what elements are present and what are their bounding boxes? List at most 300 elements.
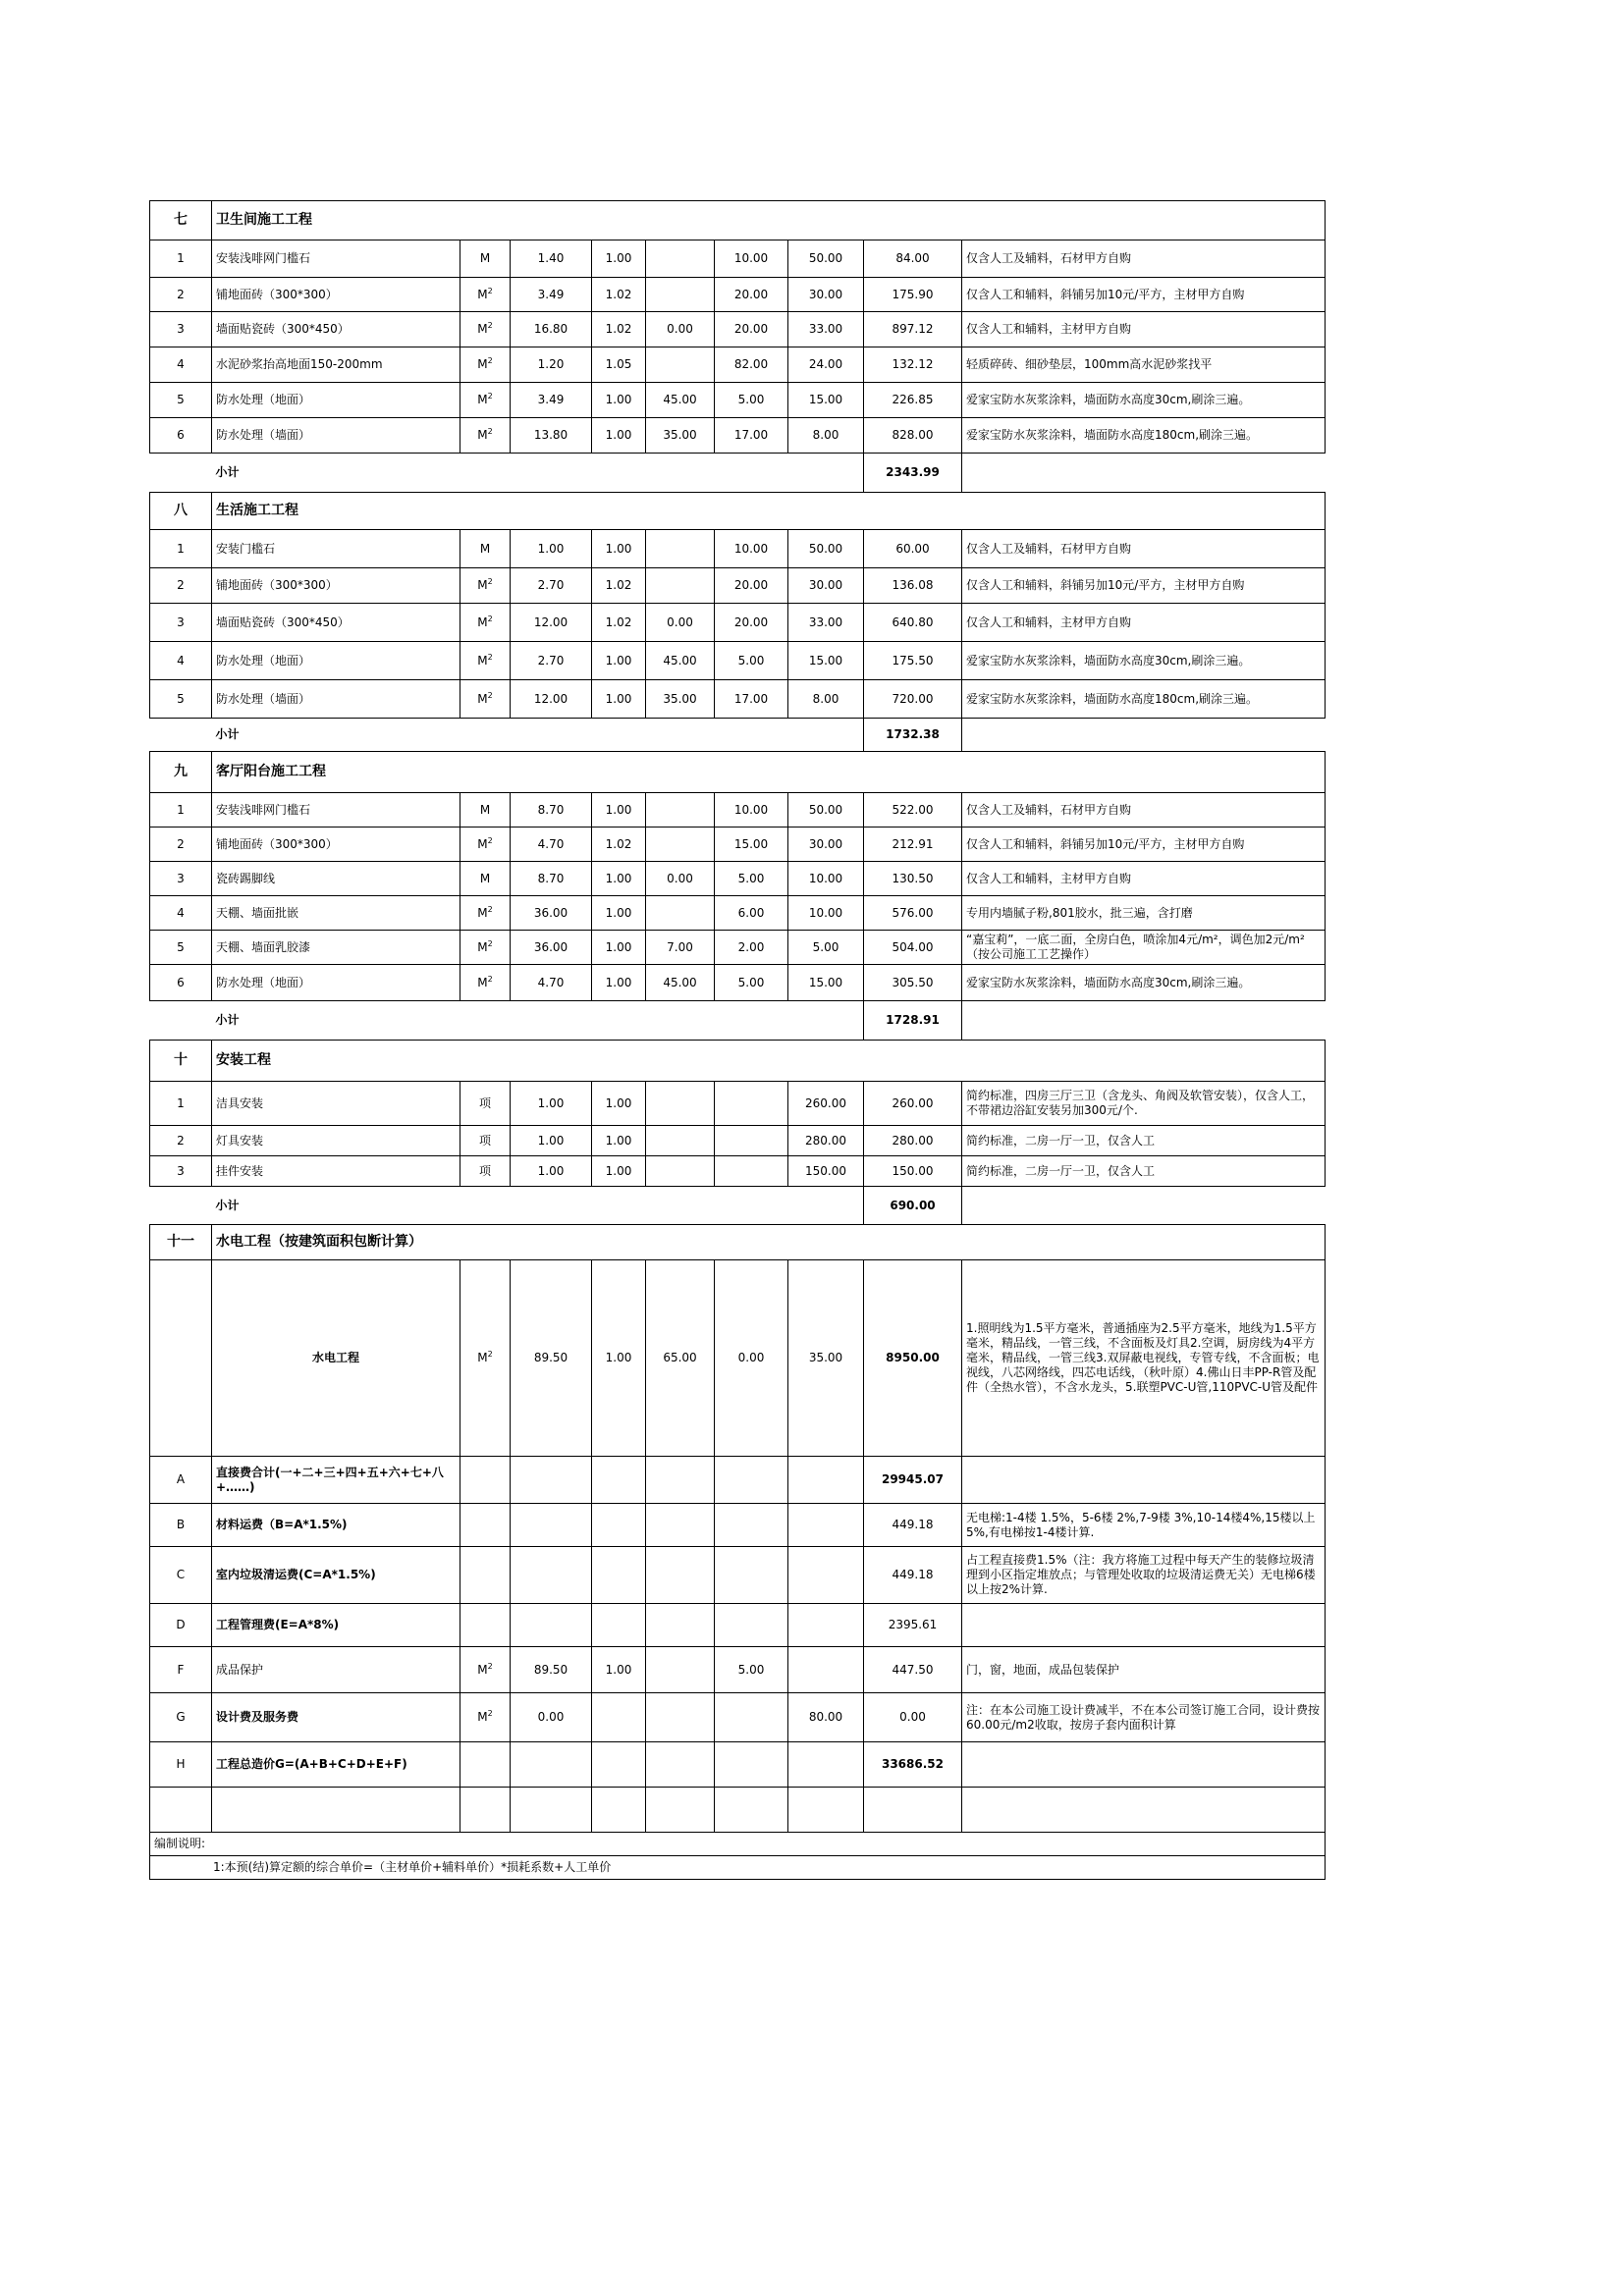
unit-cell (460, 568, 511, 604)
aux-price-cell: 10.00 (715, 240, 788, 278)
unit-cell (460, 1604, 511, 1647)
coefficient-cell: 1.00 (592, 862, 646, 896)
subtotal-spacer (150, 454, 212, 493)
unit-cell (460, 240, 511, 278)
item-name: 材料运费（B=A*1.5%) (212, 1504, 460, 1547)
total-cell: 33686.52 (864, 1742, 962, 1788)
subtotal-label: 小计 (212, 1001, 788, 1041)
quantity-cell: 1.40 (511, 240, 592, 278)
coefficient-cell: 1.00 (592, 1082, 646, 1126)
item-name: 室内垃圾清运费(C=A*1.5%) (212, 1547, 460, 1604)
material-price-cell: 45.00 (646, 383, 715, 418)
material-price-cell: 45.00 (646, 642, 715, 680)
labor-price-cell: 50.00 (788, 240, 864, 278)
aux-price-cell (715, 1693, 788, 1742)
table-row (150, 1082, 1326, 1126)
coefficient-cell (592, 1504, 646, 1547)
aux-price-cell (715, 1604, 788, 1647)
row-number: 4 (150, 896, 212, 931)
section-header-row (150, 201, 1326, 240)
material-price-cell (646, 1742, 715, 1788)
labor-price-cell (788, 1604, 864, 1647)
row-number (150, 1260, 212, 1457)
unit-cell (460, 1457, 511, 1504)
unit-text: M (477, 322, 488, 336)
total-cell: 130.50 (864, 862, 962, 896)
row-number: 1 (150, 530, 212, 568)
aux-price-cell: 20.00 (715, 568, 788, 604)
quantity-cell (511, 1742, 592, 1788)
table-row (150, 347, 1326, 383)
coefficient-cell: 1.00 (592, 240, 646, 278)
note-cell: 仅含人工和辅料，主材甲方自购 (962, 604, 1326, 642)
note-cell: 门，窗，地面，成品包装保护 (962, 1647, 1326, 1693)
unit-text: M (477, 691, 488, 706)
labor-price-cell: 10.00 (788, 896, 864, 931)
coefficient-cell: 1.00 (592, 931, 646, 965)
note-cell (962, 1457, 1326, 1504)
item-name: 铺地面砖（300*300） (212, 278, 460, 312)
section-title: 水电工程（按建筑面积包断计算） (212, 1225, 1326, 1260)
subtotal-note-blank (962, 454, 1326, 493)
note-cell: 简约标准，二房一厅一卫，仅含人工 (962, 1126, 1326, 1156)
total-cell: 2395.61 (864, 1604, 962, 1647)
subtotal-note-blank (962, 1187, 1326, 1225)
unit-text: M (477, 287, 488, 301)
labor-price-cell: 33.00 (788, 312, 864, 347)
table-row (150, 896, 1326, 931)
unit-cell (460, 347, 511, 383)
row-number: 5 (150, 680, 212, 719)
coefficient-cell: 1.00 (592, 642, 646, 680)
section-title: 安装工程 (212, 1041, 1326, 1082)
unit-cell (460, 931, 511, 965)
blank-cell (592, 1788, 646, 1833)
aux-price-cell (715, 1082, 788, 1126)
unit-cell (460, 642, 511, 680)
blank-cell (788, 1788, 864, 1833)
note-cell: 仅含人工和辅料，主材甲方自购 (962, 862, 1326, 896)
aux-price-cell: 17.00 (715, 418, 788, 454)
unit-cell (460, 1260, 511, 1457)
row-number: 2 (150, 278, 212, 312)
labor-price-cell: 24.00 (788, 347, 864, 383)
note-cell (962, 1742, 1326, 1788)
row-number: 3 (150, 862, 212, 896)
item-name: 洁具安装 (212, 1082, 460, 1126)
aux-price-cell: 6.00 (715, 896, 788, 931)
total-cell: 29945.07 (864, 1457, 962, 1504)
material-price-cell: 7.00 (646, 931, 715, 965)
subtotal-row (150, 454, 1326, 493)
item-name: 防水处理（地面） (212, 642, 460, 680)
unit-cell (460, 1126, 511, 1156)
subtotal-note-blank (962, 719, 1326, 752)
material-price-cell: 0.00 (646, 604, 715, 642)
subtotal-spacer (150, 719, 212, 752)
material-price-cell (646, 1126, 715, 1156)
unit-cell (460, 862, 511, 896)
subtotal-spacer (150, 1001, 212, 1041)
quantity-cell (511, 1457, 592, 1504)
quantity-cell: 3.49 (511, 383, 592, 418)
unit-cell (460, 1082, 511, 1126)
labor-price-cell (788, 1647, 864, 1693)
unit-cell (460, 1693, 511, 1742)
note-cell: 轻质碎砖、细砂垫层，100mm高水泥砂浆找平 (962, 347, 1326, 383)
item-name: 安装浅啡网门槛石 (212, 793, 460, 828)
quantity-cell (511, 1547, 592, 1604)
subtotal-value: 2343.99 (864, 454, 962, 493)
unit-text: M (479, 871, 491, 885)
note-cell: 占工程直接费1.5%（注：我方将施工过程中每天产生的装修垃圾清理到小区指定堆放点；与管理处收取的垃圾清运费无关）无电梯6楼以上按2%计算. (962, 1547, 1326, 1604)
blank-cell (511, 1788, 592, 1833)
table-row (150, 568, 1326, 604)
coefficient-cell: 1.00 (592, 965, 646, 1001)
table-row (150, 312, 1326, 347)
row-number: 4 (150, 642, 212, 680)
unit-text: M (477, 1710, 488, 1724)
unit-cell (460, 278, 511, 312)
unit-cell (460, 965, 511, 1001)
labor-price-cell: 15.00 (788, 642, 864, 680)
aux-price-cell (715, 1156, 788, 1187)
material-price-cell: 35.00 (646, 680, 715, 719)
coefficient-cell (592, 1604, 646, 1647)
subtotal-blank (788, 1001, 864, 1041)
unit-superscript: 2 (487, 392, 493, 400)
note-cell: 仅含人工和辅料，斜铺另加10元/平方，主材甲方自购 (962, 278, 1326, 312)
coefficient-cell: 1.00 (592, 418, 646, 454)
note-cell: 仅含人工和辅料，斜铺另加10元/平方，主材甲方自购 (962, 568, 1326, 604)
material-price-cell: 65.00 (646, 1260, 715, 1457)
unit-cell (460, 312, 511, 347)
labor-price-cell: 280.00 (788, 1126, 864, 1156)
subtotal-label: 小计 (212, 1187, 788, 1225)
quantity-cell: 1.00 (511, 1126, 592, 1156)
note-cell: 仅含人工及辅料，石材甲方自购 (962, 530, 1326, 568)
aux-price-cell: 15.00 (715, 828, 788, 862)
row-number: 2 (150, 568, 212, 604)
aux-price-cell: 20.00 (715, 604, 788, 642)
unit-cell (460, 418, 511, 454)
table-row (150, 965, 1326, 1001)
coefficient-cell: 1.02 (592, 568, 646, 604)
coefficient-cell: 1.00 (592, 680, 646, 719)
material-price-cell (646, 1457, 715, 1504)
row-number: 5 (150, 383, 212, 418)
quantity-cell: 1.00 (511, 1156, 592, 1187)
total-cell: 576.00 (864, 896, 962, 931)
labor-price-cell (788, 1742, 864, 1788)
table-row (150, 418, 1326, 454)
unit-superscript: 2 (487, 690, 493, 700)
total-cell: 720.00 (864, 680, 962, 719)
quantity-cell: 12.00 (511, 604, 592, 642)
labor-price-cell: 8.00 (788, 418, 864, 454)
quantity-cell: 8.70 (511, 793, 592, 828)
material-price-cell (646, 828, 715, 862)
labor-price-cell (788, 1457, 864, 1504)
item-name: 防水处理（墙面） (212, 680, 460, 719)
blank-row (150, 1788, 1326, 1833)
note-cell: 简约标准，二房一厅一卫，仅含人工 (962, 1156, 1326, 1187)
item-name: 成品保护 (212, 1647, 460, 1693)
blank-cell (460, 1788, 511, 1833)
table-row (150, 604, 1326, 642)
item-name: 防水处理（墙面） (212, 418, 460, 454)
unit-superscript: 2 (487, 1661, 493, 1671)
coefficient-cell (592, 1457, 646, 1504)
subtotal-label: 小计 (212, 454, 788, 493)
quantity-cell: 2.70 (511, 568, 592, 604)
unit-text: M (479, 541, 491, 556)
aux-price-cell: 0.00 (715, 1260, 788, 1457)
unit-superscript: 2 (487, 614, 493, 623)
quantity-cell: 1.20 (511, 347, 592, 383)
unit-cell (460, 896, 511, 931)
aux-price-cell: 5.00 (715, 965, 788, 1001)
summary-row (150, 1504, 1326, 1547)
subtotal-value: 1728.91 (864, 1001, 962, 1041)
item-name: 铺地面砖（300*300） (212, 568, 460, 604)
coefficient-cell: 1.00 (592, 1647, 646, 1693)
note-cell: 1.照明线为1.5平方毫米，普通插座为2.5平方毫米，地线为1.5平方毫米，精品线，一管三线，不含面板及灯具2.空调，厨房线为4平方毫米，精品线，一管三线3.双屏蔽电视线，专管专线，不含面板；电视线，八芯网络线，四芯电话线，（秋叶原）4.佛山日丰PP-R管及配件（全热水管），不含水龙头，5.联塑PVC-U管,110PVC-U管及配件 (962, 1260, 1326, 1457)
total-cell: 449.18 (864, 1547, 962, 1604)
quantity-cell: 13.80 (511, 418, 592, 454)
subtotal-blank (788, 454, 864, 493)
labor-price-cell: 80.00 (788, 1693, 864, 1742)
unit-superscript: 2 (487, 356, 493, 365)
note-cell: 爱家宝防水灰浆涂料，墙面防水高度30cm,刷涂三遍。 (962, 383, 1326, 418)
aux-price-cell: 20.00 (715, 278, 788, 312)
row-number: 3 (150, 1156, 212, 1187)
row-number: H (150, 1742, 212, 1788)
blank-cell (715, 1788, 788, 1833)
unit-superscript: 2 (487, 835, 493, 845)
total-cell: 136.08 (864, 568, 962, 604)
item-name: 墙面贴瓷砖（300*450） (212, 312, 460, 347)
labor-price-cell: 5.00 (788, 931, 864, 965)
total-cell: 132.12 (864, 347, 962, 383)
unit-superscript: 2 (487, 652, 493, 662)
quantity-cell: 16.80 (511, 312, 592, 347)
subtotal-blank (788, 1187, 864, 1225)
total-cell: 504.00 (864, 931, 962, 965)
labor-price-cell: 10.00 (788, 862, 864, 896)
labor-price-cell: 30.00 (788, 278, 864, 312)
note-cell: 仅含人工及辅料，石材甲方自购 (962, 793, 1326, 828)
unit-cell (460, 1547, 511, 1604)
summary-row (150, 1604, 1326, 1647)
table-row (150, 1260, 1326, 1457)
row-number: B (150, 1504, 212, 1547)
unit-text: M (477, 578, 488, 592)
labor-price-cell: 15.00 (788, 383, 864, 418)
budget-table (149, 200, 1326, 1880)
aux-price-cell: 5.00 (715, 1647, 788, 1693)
unit-cell (460, 680, 511, 719)
unit-superscript: 2 (487, 1709, 493, 1718)
quantity-cell: 89.50 (511, 1647, 592, 1693)
table-row (150, 862, 1326, 896)
material-price-cell (646, 278, 715, 312)
item-name: 直接费合计(一+二+三+四+五+六+七+八+……) (212, 1457, 460, 1504)
labor-price-cell: 33.00 (788, 604, 864, 642)
summary-row (150, 1693, 1326, 1742)
quantity-cell: 1.00 (511, 530, 592, 568)
quantity-cell: 8.70 (511, 862, 592, 896)
row-number: F (150, 1647, 212, 1693)
section-number: 七 (150, 201, 212, 240)
aux-price-cell: 82.00 (715, 347, 788, 383)
summary-row (150, 1457, 1326, 1504)
row-number: G (150, 1693, 212, 1742)
material-price-cell (646, 347, 715, 383)
section-title: 生活施工工程 (212, 493, 1326, 530)
item-name: 灯具安装 (212, 1126, 460, 1156)
row-number: 6 (150, 965, 212, 1001)
total-cell: 226.85 (864, 383, 962, 418)
total-cell: 522.00 (864, 793, 962, 828)
unit-text: M (477, 1662, 488, 1677)
aux-price-cell: 5.00 (715, 642, 788, 680)
coefficient-cell: 1.00 (592, 896, 646, 931)
row-number: 2 (150, 828, 212, 862)
unit-cell (460, 1156, 511, 1187)
table-row (150, 931, 1326, 965)
unit-cell (460, 1647, 511, 1693)
row-number: 2 (150, 1126, 212, 1156)
coefficient-cell: 1.00 (592, 530, 646, 568)
table-row (150, 530, 1326, 568)
subtotal-row (150, 1187, 1326, 1225)
note-cell (962, 1604, 1326, 1647)
blank-cell (962, 1788, 1326, 1833)
aux-price-cell: 20.00 (715, 312, 788, 347)
note-cell: 爱家宝防水灰浆涂料，墙面防水高度30cm,刷涂三遍。 (962, 642, 1326, 680)
aux-price-cell (715, 1126, 788, 1156)
item-name: 天棚、墙面批嵌 (212, 896, 460, 931)
unit-text: 项 (478, 1163, 491, 1178)
total-cell: 828.00 (864, 418, 962, 454)
unit-superscript: 2 (487, 974, 493, 984)
total-cell: 150.00 (864, 1156, 962, 1187)
total-cell: 175.90 (864, 278, 962, 312)
subtotal-label: 小计 (212, 719, 788, 752)
summary-row (150, 1547, 1326, 1604)
blank-cell (150, 1788, 212, 1833)
section-header-row (150, 752, 1326, 793)
quantity-cell: 36.00 (511, 896, 592, 931)
coefficient-cell: 1.00 (592, 793, 646, 828)
material-price-cell (646, 568, 715, 604)
aux-price-cell: 5.00 (715, 862, 788, 896)
total-cell: 84.00 (864, 240, 962, 278)
labor-price-cell: 30.00 (788, 828, 864, 862)
labor-price-cell: 35.00 (788, 1260, 864, 1457)
unit-text: M (477, 614, 488, 629)
row-number: 6 (150, 418, 212, 454)
subtotal-value: 1732.38 (864, 719, 962, 752)
material-price-cell (646, 240, 715, 278)
section-title: 客厅阳台施工工程 (212, 752, 1326, 793)
section-number: 九 (150, 752, 212, 793)
material-price-cell: 45.00 (646, 965, 715, 1001)
labor-price-cell (788, 1547, 864, 1604)
aux-price-cell: 17.00 (715, 680, 788, 719)
note-cell: 爱家宝防水灰浆涂料，墙面防水高度180cm,刷涂三遍。 (962, 680, 1326, 719)
quantity-cell: 3.49 (511, 278, 592, 312)
coefficient-cell: 1.00 (592, 383, 646, 418)
quantity-cell (511, 1504, 592, 1547)
unit-text: M (477, 975, 488, 989)
aux-price-cell (715, 1742, 788, 1788)
table-row (150, 793, 1326, 828)
unit-superscript: 2 (487, 321, 493, 330)
note-cell: “嘉宝莉”，一底二面，全房白色，喷涂加4元/m²，调色加2元/m²（按公司施工工艺操作） (962, 931, 1326, 965)
unit-cell (460, 1742, 511, 1788)
section-header-row (150, 1225, 1326, 1260)
labor-price-cell: 260.00 (788, 1082, 864, 1126)
item-name: 水电工程 (212, 1260, 460, 1457)
table-body (150, 201, 1326, 1880)
note-cell: 爱家宝防水灰浆涂料，墙面防水高度30cm,刷涂三遍。 (962, 965, 1326, 1001)
item-name: 水泥砂浆抬高地面150-200mm (212, 347, 460, 383)
row-number: 1 (150, 793, 212, 828)
unit-cell (460, 383, 511, 418)
footer-title-row (150, 1833, 1326, 1856)
blank-cell (212, 1788, 460, 1833)
blank-cell (864, 1788, 962, 1833)
row-number: D (150, 1604, 212, 1647)
coefficient-cell: 1.05 (592, 347, 646, 383)
note-cell: 爱家宝防水灰浆涂料，墙面防水高度180cm,刷涂三遍。 (962, 418, 1326, 454)
aux-price-cell: 5.00 (715, 383, 788, 418)
table-row (150, 1156, 1326, 1187)
note-cell: 仅含人工及辅料，石材甲方自购 (962, 240, 1326, 278)
coefficient-cell: 1.02 (592, 604, 646, 642)
subtotal-blank (788, 719, 864, 752)
labor-price-cell: 50.00 (788, 530, 864, 568)
subtotal-row (150, 719, 1326, 752)
note-cell: 简约标准，四房三厅三卫（含龙头、角阀及软管安装），仅含人工，不带裙边浴缸安装另加300元/个. (962, 1082, 1326, 1126)
unit-text: M (477, 428, 488, 442)
coefficient-cell: 1.00 (592, 1156, 646, 1187)
row-number: 1 (150, 1082, 212, 1126)
material-price-cell: 0.00 (646, 862, 715, 896)
footer-line: 1:本预(结)算定额的综合单价=（主材单价+辅料单价）*损耗系数+人工单价 (150, 1856, 1326, 1880)
unit-cell (460, 828, 511, 862)
section-number: 十一 (150, 1225, 212, 1260)
material-price-cell (646, 1693, 715, 1742)
coefficient-cell: 1.00 (592, 1260, 646, 1457)
unit-text: M (477, 905, 488, 920)
coefficient-cell (592, 1693, 646, 1742)
quantity-cell: 12.00 (511, 680, 592, 719)
quantity-cell: 2.70 (511, 642, 592, 680)
labor-price-cell: 150.00 (788, 1156, 864, 1187)
footer-line-row (150, 1856, 1326, 1880)
unit-superscript: 2 (487, 904, 493, 914)
material-price-cell (646, 1547, 715, 1604)
unit-text: M (479, 251, 491, 265)
item-name: 铺地面砖（300*300） (212, 828, 460, 862)
unit-cell (460, 793, 511, 828)
total-cell: 260.00 (864, 1082, 962, 1126)
row-number: A (150, 1457, 212, 1504)
item-name: 防水处理（地面） (212, 383, 460, 418)
